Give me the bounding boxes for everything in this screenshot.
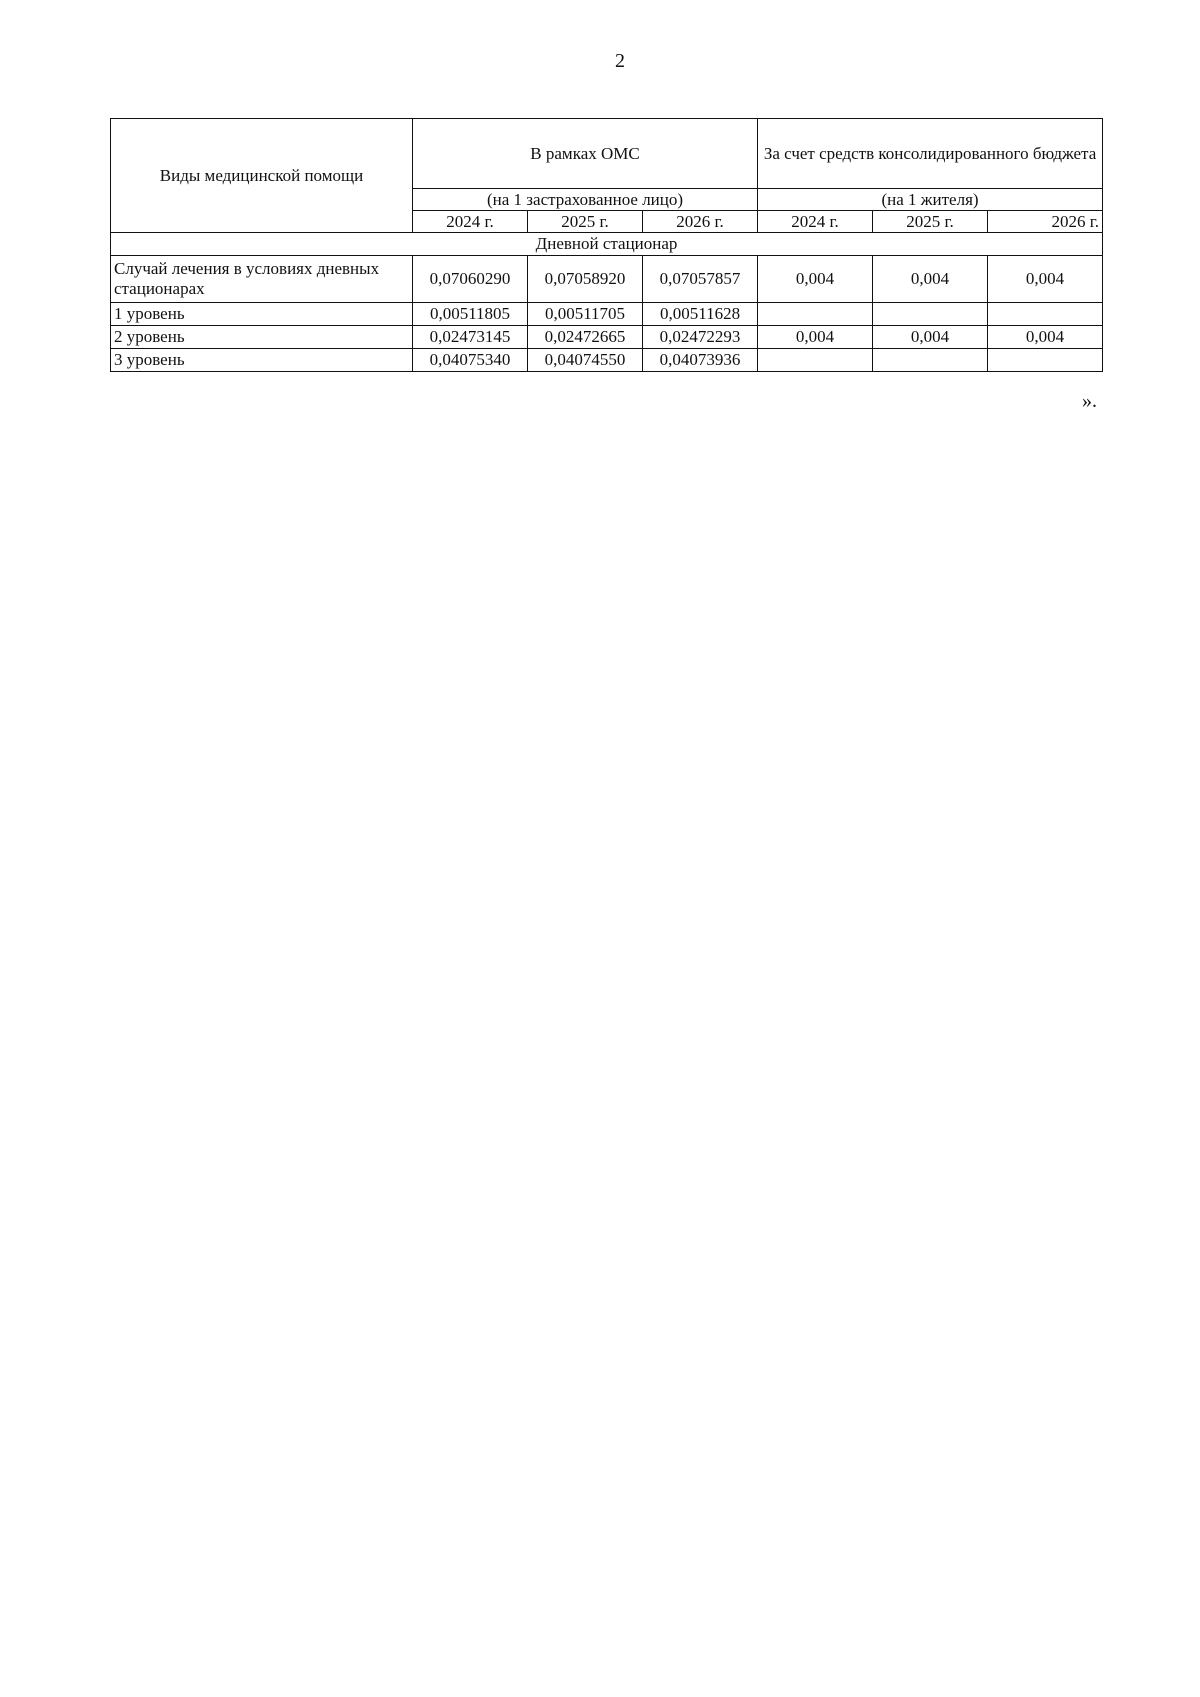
kinds-header: Виды медицинской помощи [111, 119, 413, 233]
budget-value-cell: 0,004 [873, 326, 988, 349]
section-title: Дневной стационар [111, 233, 1103, 256]
budget-value-cell [758, 303, 873, 326]
year-header: 2025 г. [873, 211, 988, 233]
budget-header: За счет средств консолидированного бюджета [758, 119, 1103, 189]
budget-value-cell [873, 303, 988, 326]
oms-value-cell: 0,00511805 [413, 303, 528, 326]
oms-value-cell: 0,02473145 [413, 326, 528, 349]
oms-unit-header: (на 1 застрахованное лицо) [413, 189, 758, 211]
oms-value-cell: 0,04073936 [643, 349, 758, 372]
header-row-groups [111, 119, 1103, 189]
oms-value-cell: 0,07058920 [528, 256, 643, 303]
budget-value-cell: 0,004 [758, 256, 873, 303]
budget-value-cell: 0,004 [988, 256, 1103, 303]
row-label: 2 уровень [111, 326, 413, 349]
budget-value-cell: 0,004 [988, 326, 1103, 349]
section-row [111, 233, 1103, 256]
table-row [111, 326, 1103, 349]
budget-value-cell: 0,004 [873, 256, 988, 303]
budget-value-cell [758, 349, 873, 372]
year-header: 2024 г. [758, 211, 873, 233]
closing-quote-mark: ». [1082, 390, 1097, 412]
table-row [111, 303, 1103, 326]
oms-value-cell: 0,00511628 [643, 303, 758, 326]
table-row [111, 256, 1103, 303]
year-header: 2026 г. [988, 211, 1103, 233]
oms-value-cell: 0,04074550 [528, 349, 643, 372]
budget-unit-header: (на 1 жителя) [758, 189, 1103, 211]
oms-header: В рамках ОМС [413, 119, 758, 189]
year-header: 2026 г. [643, 211, 758, 233]
table-row [111, 349, 1103, 372]
year-header: 2024 г. [413, 211, 528, 233]
oms-value-cell: 0,00511705 [528, 303, 643, 326]
oms-value-cell: 0,02472293 [643, 326, 758, 349]
oms-value-cell: 0,04075340 [413, 349, 528, 372]
row-label: 3 уровень [111, 349, 413, 372]
page-number: 2 [615, 50, 625, 72]
budget-value-cell [988, 349, 1103, 372]
oms-value-cell: 0,07057857 [643, 256, 758, 303]
oms-value-cell: 0,02472665 [528, 326, 643, 349]
row-label: Случай лечения в условиях дневных стационарах [111, 256, 413, 303]
data-table [110, 118, 1103, 372]
budget-value-cell [988, 303, 1103, 326]
budget-value-cell [873, 349, 988, 372]
row-label: 1 уровень [111, 303, 413, 326]
budget-value-cell: 0,004 [758, 326, 873, 349]
year-header: 2025 г. [528, 211, 643, 233]
oms-value-cell: 0,07060290 [413, 256, 528, 303]
